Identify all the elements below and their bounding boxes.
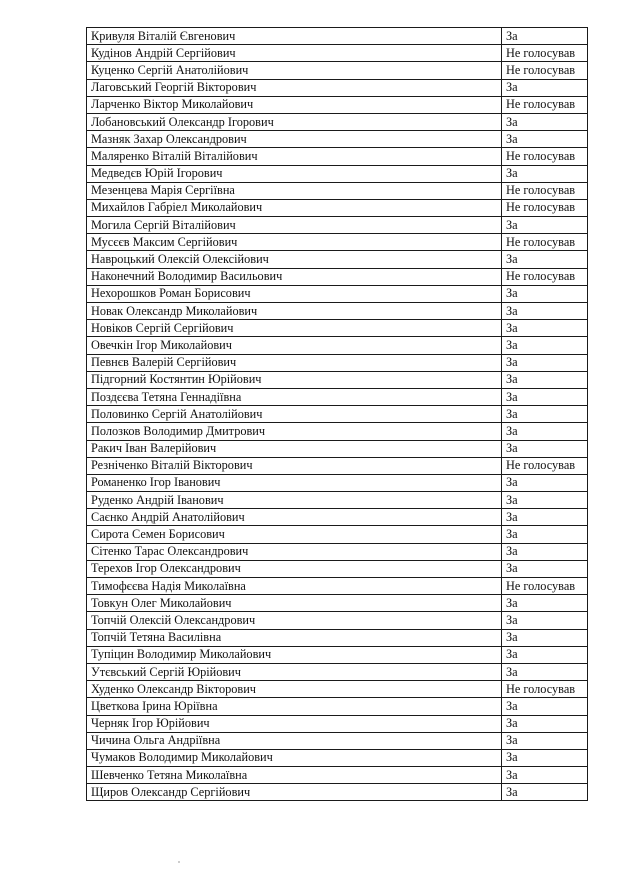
deputy-name-cell: Половинко Сергій Анатолійович [87, 406, 502, 423]
vote-cell: Не голосував [502, 681, 588, 698]
table-row [87, 354, 588, 371]
deputy-name-cell: Лобановський Олександр Ігорович [87, 113, 502, 130]
vote-cell: За [502, 217, 588, 234]
deputy-name-cell: Товкун Олег Миколайович [87, 595, 502, 612]
vote-cell: Не голосував [502, 148, 588, 165]
table-row [87, 560, 588, 577]
table-row [87, 440, 588, 457]
deputy-name-cell: Терехов Ігор Олександрович [87, 560, 502, 577]
table-row [87, 165, 588, 182]
deputy-name-cell: Худенко Олександр Вікторович [87, 681, 502, 698]
vote-cell: За [502, 749, 588, 766]
deputy-name-cell: Нехорошков Роман Борисович [87, 285, 502, 302]
deputy-name-cell: Сирота Семен Борисович [87, 526, 502, 543]
table-row [87, 457, 588, 474]
deputy-name-cell: Михайлов Габріел Миколайович [87, 199, 502, 216]
table-row [87, 784, 588, 801]
deputy-name-cell: Кудінов Андрій Сергійович [87, 45, 502, 62]
table-row [87, 646, 588, 663]
deputy-name-cell: Резніченко Віталій Вікторович [87, 457, 502, 474]
table-row [87, 698, 588, 715]
deputy-name-cell: Навроцький Олексій Олексійович [87, 251, 502, 268]
table-row [87, 337, 588, 354]
vote-cell: Не голосував [502, 199, 588, 216]
table-row [87, 182, 588, 199]
deputy-name-cell: Шевченко Тетяна Миколаївна [87, 767, 502, 784]
deputy-name-cell: Ларченко Віктор Миколайович [87, 96, 502, 113]
table-row [87, 474, 588, 491]
deputy-name-cell: Чичина Ольга Андріївна [87, 732, 502, 749]
table-row [87, 423, 588, 440]
deputy-name-cell: Мезенцева Марія Сергіївна [87, 182, 502, 199]
vote-cell: За [502, 560, 588, 577]
table-row [87, 663, 588, 680]
vote-cell: За [502, 698, 588, 715]
deputy-name-cell: Ракич Іван Валерійович [87, 440, 502, 457]
vote-cell: За [502, 612, 588, 629]
deputy-name-cell: Саєнко Андрій Анатолійович [87, 509, 502, 526]
table-row [87, 612, 588, 629]
table-row [87, 578, 588, 595]
vote-cell: За [502, 131, 588, 148]
table-row [87, 629, 588, 646]
table-row [87, 199, 588, 216]
vote-cell: Не голосував [502, 578, 588, 595]
table-row [87, 234, 588, 251]
vote-cell: За [502, 732, 588, 749]
deputy-name-cell: Сітенко Тарас Олександрович [87, 543, 502, 560]
vote-cell: За [502, 767, 588, 784]
vote-cell: Не голосував [502, 45, 588, 62]
table-row [87, 285, 588, 302]
vote-cell: За [502, 354, 588, 371]
table-row [87, 131, 588, 148]
table-row [87, 406, 588, 423]
vote-cell: Не голосував [502, 182, 588, 199]
vote-cell: За [502, 526, 588, 543]
deputy-name-cell: Полозков Володимир Дмитрович [87, 423, 502, 440]
vote-cell: За [502, 440, 588, 457]
table-row [87, 268, 588, 285]
deputy-name-cell: Мусєєв Максим Сергійович [87, 234, 502, 251]
table-row [87, 767, 588, 784]
table-row [87, 543, 588, 560]
vote-cell: За [502, 509, 588, 526]
deputy-name-cell: Утєвський Сергій Юрійович [87, 663, 502, 680]
deputy-name-cell: Медведєв Юрій Ігорович [87, 165, 502, 182]
table-row [87, 681, 588, 698]
vote-cell: За [502, 646, 588, 663]
vote-results-table [86, 27, 588, 801]
deputy-name-cell: Підгорний Костянтин Юрійович [87, 371, 502, 388]
vote-cell: Не голосував [502, 234, 588, 251]
table-row [87, 96, 588, 113]
deputy-name-cell: Могила Сергій Віталійович [87, 217, 502, 234]
deputy-name-cell: Поздєєва Тетяна Геннадіївна [87, 388, 502, 405]
vote-cell: За [502, 715, 588, 732]
vote-cell: За [502, 543, 588, 560]
vote-cell: За [502, 388, 588, 405]
table-row [87, 217, 588, 234]
deputy-name-cell: Овечкін Ігор Миколайович [87, 337, 502, 354]
vote-cell: За [502, 371, 588, 388]
deputy-name-cell: Новак Олександр Миколайович [87, 303, 502, 320]
vote-cell: Не голосував [502, 96, 588, 113]
vote-cell: За [502, 423, 588, 440]
vote-cell: За [502, 784, 588, 801]
table-row [87, 79, 588, 96]
deputy-name-cell: Певнєв Валерій Сергійович [87, 354, 502, 371]
vote-cell: За [502, 663, 588, 680]
deputy-name-cell: Топчій Олексій Олександрович [87, 612, 502, 629]
table-row [87, 303, 588, 320]
deputy-name-cell: Лаговський Георгій Вікторович [87, 79, 502, 96]
deputy-name-cell: Черняк Ігор Юрійович [87, 715, 502, 732]
vote-cell: За [502, 629, 588, 646]
deputy-name-cell: Новіков Сергій Сергійович [87, 320, 502, 337]
table-row [87, 148, 588, 165]
deputy-name-cell: Руденко Андрій Іванович [87, 492, 502, 509]
deputy-name-cell: Наконечний Володимир Васильович [87, 268, 502, 285]
vote-cell: За [502, 595, 588, 612]
deputy-name-cell: Маляренко Віталій Віталійович [87, 148, 502, 165]
table-row [87, 509, 588, 526]
table-row [87, 62, 588, 79]
vote-cell: За [502, 165, 588, 182]
table-row [87, 45, 588, 62]
vote-cell: За [502, 303, 588, 320]
table-row [87, 595, 588, 612]
vote-results-body [87, 28, 588, 801]
deputy-name-cell: Кривуля Віталій Євгенович [87, 28, 502, 45]
deputy-name-cell: Тимофєєва Надія Миколаївна [87, 578, 502, 595]
table-row [87, 715, 588, 732]
deputy-name-cell: Романенко Ігор Іванович [87, 474, 502, 491]
deputy-name-cell: Щиров Олександр Сергійович [87, 784, 502, 801]
vote-cell: За [502, 251, 588, 268]
table-row [87, 732, 588, 749]
vote-cell: За [502, 492, 588, 509]
table-row [87, 749, 588, 766]
vote-cell: За [502, 406, 588, 423]
deputy-name-cell: Куценко Сергій Анатолійович [87, 62, 502, 79]
vote-cell: За [502, 113, 588, 130]
deputy-name-cell: Цветкова Ірина Юріївна [87, 698, 502, 715]
vote-cell: Не голосував [502, 268, 588, 285]
deputy-name-cell: Чумаков Володимир Миколайович [87, 749, 502, 766]
scan-speck [178, 861, 180, 863]
vote-cell: За [502, 28, 588, 45]
table-row [87, 371, 588, 388]
vote-cell: Не голосував [502, 62, 588, 79]
table-row [87, 28, 588, 45]
deputy-name-cell: Мазняк Захар Олександрович [87, 131, 502, 148]
table-row [87, 320, 588, 337]
vote-cell: За [502, 79, 588, 96]
vote-cell: За [502, 285, 588, 302]
table-row [87, 526, 588, 543]
table-row [87, 113, 588, 130]
table-row [87, 388, 588, 405]
vote-cell: За [502, 337, 588, 354]
vote-cell: За [502, 320, 588, 337]
deputy-name-cell: Тупіцин Володимир Миколайович [87, 646, 502, 663]
table-row [87, 492, 588, 509]
deputy-name-cell: Топчій Тетяна Василівна [87, 629, 502, 646]
table-row [87, 251, 588, 268]
vote-cell: За [502, 474, 588, 491]
vote-cell: Не голосував [502, 457, 588, 474]
